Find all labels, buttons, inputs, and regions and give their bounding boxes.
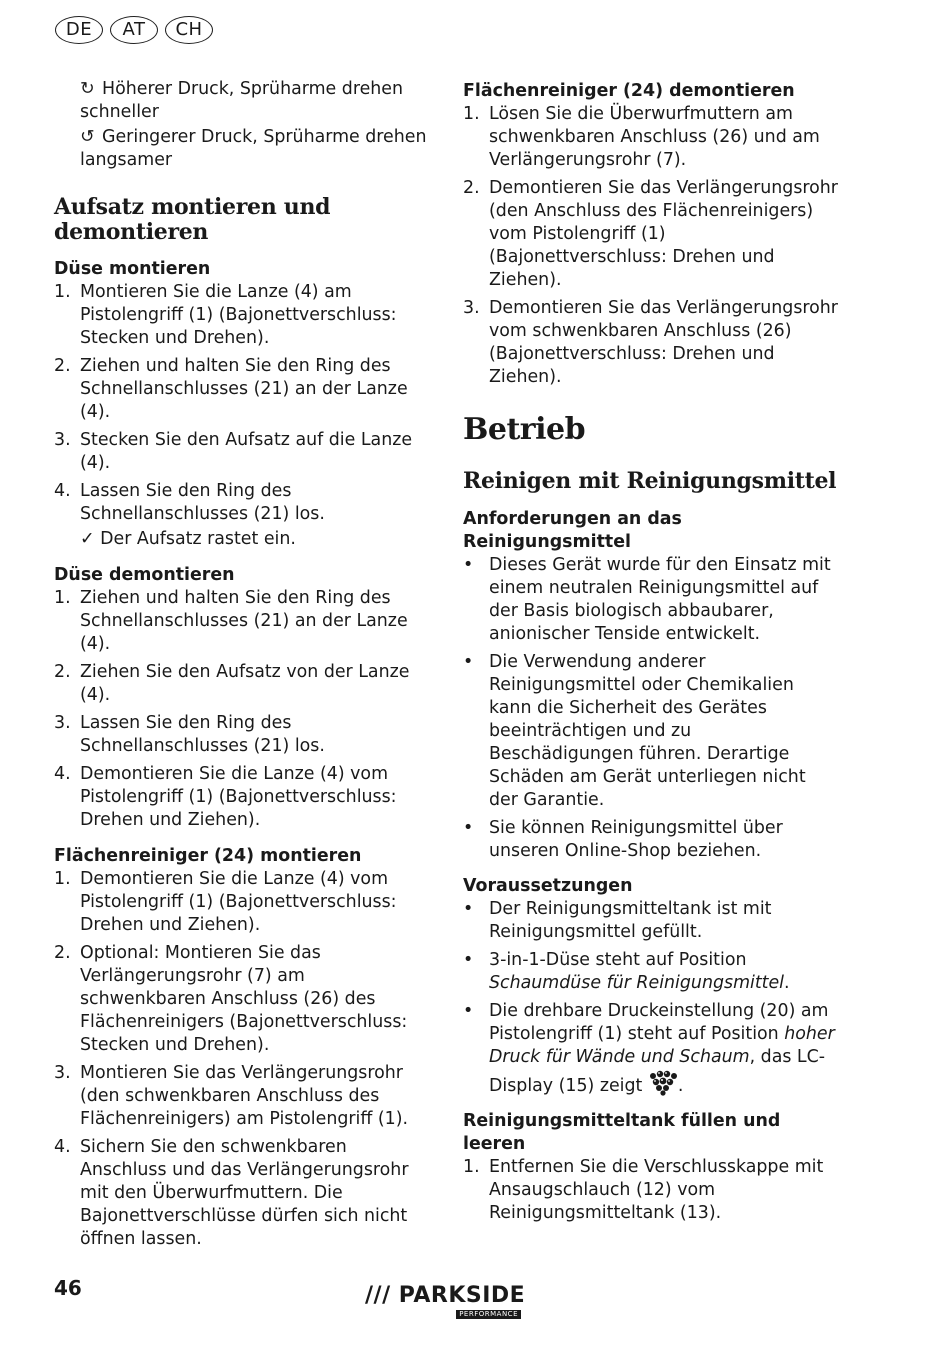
brand-sub: PERFORMANCE	[456, 1310, 521, 1319]
list-item: 3. Stecken Sie den Aufsatz auf die Lanze (4).	[54, 430, 413, 473]
page-number: 46	[54, 1276, 82, 1300]
list-item: 1. Demontieren Sie die Lanze (4) vom Pistolengriff (1) (Bajonettverschluss: Drehen und Ziehen).	[54, 869, 397, 935]
pressure-up-text: Höherer Druck, Sprüharme drehen schneller	[80, 79, 404, 122]
subheading-prerequisites: Voraussetzungen	[463, 876, 633, 896]
list-item: 3. Montieren Sie das Verlängerungsrohr (den schwenkbaren Anschluss des Flächenreinigers) am Pistolengriff (1).	[54, 1063, 409, 1129]
subheading-nozzle-unmount: Düse demontieren	[54, 565, 235, 585]
list-item: 3. Lassen Sie den Ring des Schnellanschlusses (21) los.	[54, 713, 325, 756]
section-title-detergent: Reinigen mit Reinigungsmittel	[463, 468, 837, 494]
list-requirements	[463, 554, 838, 863]
parkside-logo	[365, 1283, 526, 1320]
list-surface-unmount	[463, 103, 838, 389]
pressure-up-line	[54, 78, 429, 124]
lang-badge-de: DE	[55, 16, 103, 44]
section-title-attachment: Aufsatz montieren und demontieren	[54, 194, 331, 245]
pressure-down-text: Geringerer Druck, Sprüharme drehen langsamer	[80, 127, 427, 170]
left-column	[54, 78, 429, 1256]
subheading-tank: Reinigungsmitteltank füllen und leeren	[463, 1111, 781, 1154]
list-item: 1. Montieren Sie die Lanze (4) am Pistolengriff (1) (Bajonettverschluss: Stecken und Drehen).	[54, 282, 397, 348]
subheading-surface-unmount: Flächenreiniger (24) demontieren	[463, 81, 795, 101]
list-item: • Der Reinigungsmitteltank ist mit Reinigungsmittel gefüllt.	[463, 899, 772, 942]
subheading-surface-mount: Flächenreiniger (24) montieren	[54, 846, 362, 866]
list-item: 2. Ziehen und halten Sie den Ring des Schnellanschlusses (21) an der Lanze (4).	[54, 356, 408, 422]
list-item: • Dieses Gerät wurde für den Einsatz mit einem neutralen Reinigungsmittel auf der Basis biologisch abbaubarer, anionischer Tenside entwickelt.	[463, 555, 831, 644]
list-prerequisites	[463, 898, 838, 1098]
list-item: • Die drehbare Druckeinstellung (20) am Pistolengriff (1) steht auf Position hoher Druck für Wände und Schaum, das LC-Display (15) zeigt .	[463, 1001, 835, 1096]
list-tank	[463, 1156, 838, 1225]
rotate-ccw-icon: ↺	[80, 127, 95, 147]
lang-badge-at: AT	[110, 16, 158, 44]
list-item: • Die Verwendung anderer Reinigungsmittel oder Chemikalien kann die Sicherheit des Gerätes beeinträchtigen und zu Beschädigungen führen. Derartige Schäden am Gerät unterliegen nicht der Garantie.	[463, 652, 806, 810]
list-item: 1. Lösen Sie die Überwurfmuttern am schwenkbaren Anschluss (26) und am Verlängerungsrohr (7).	[463, 104, 820, 170]
list-item: 2. Demontieren Sie das Verlängerungsrohr (den Anschluss des Flächenreinigers) vom Pistolengriff (1) (Bajonettverschluss: Drehen und Ziehen).	[463, 178, 838, 290]
list-item: 2. Ziehen Sie den Aufsatz von der Lanze (4).	[54, 662, 410, 705]
list-item: 4. Sichern Sie den schwenkbaren Anschluss und das Verlängerungsrohr mit den Überwurfmuttern. Die Bajonettverschlüsse dürfen sich nicht öffnen lassen.	[54, 1137, 409, 1249]
list-item: 2. Optional: Montieren Sie das Verlängerungsrohr (7) am schwenkbaren Anschluss (26) des Flächenreinigers (Bajonettverschluss: Stecken und Drehen).	[54, 943, 408, 1055]
list-item: • 3-in-1-Düse steht auf Position Schaumdüse für Reinigungsmittel.	[463, 950, 790, 993]
list-item: 4. Demontieren Sie die Lanze (4) vom Pistolengriff (1) (Bajonettverschluss: Drehen und Ziehen).	[54, 764, 397, 830]
list-item: 1. Ziehen und halten Sie den Ring des Schnellanschlusses (21) an der Lanze (4).	[54, 588, 408, 654]
list-surface-mount	[54, 868, 429, 1251]
lang-badge-ch: CH	[165, 16, 213, 44]
pressure-down-line	[54, 126, 429, 172]
list-item: 3. Demontieren Sie das Verlängerungsrohr vom schwenkbaren Anschluss (26) (Bajonettverschluss: Drehen und Ziehen).	[463, 298, 838, 387]
chapter-title: Betrieb	[463, 412, 586, 447]
list-nozzle-mount	[54, 281, 429, 551]
list-nozzle-unmount	[54, 587, 429, 832]
subheading-requirements: Anforderungen an das Reinigungsmittel	[463, 509, 682, 552]
result-text: ✓ Der Aufsatz rastet ein.	[80, 529, 296, 549]
foam-icon	[648, 1069, 678, 1097]
right-column	[463, 78, 838, 1230]
brand-name: /// PARKSIDE	[365, 1283, 526, 1308]
list-item: 4. Lassen Sie den Ring des Schnellanschlusses (21) los.	[54, 481, 325, 524]
rotate-cw-icon: ↻	[80, 79, 95, 99]
language-badges	[55, 16, 213, 44]
list-item: 1. Entfernen Sie die Verschlusskappe mit Ansaugschlauch (12) vom Reinigungsmitteltank (13).	[463, 1157, 824, 1223]
list-item: • Sie können Reinigungsmittel über unseren Online-Shop beziehen.	[463, 818, 783, 861]
subheading-nozzle-mount: Düse montieren	[54, 259, 211, 279]
